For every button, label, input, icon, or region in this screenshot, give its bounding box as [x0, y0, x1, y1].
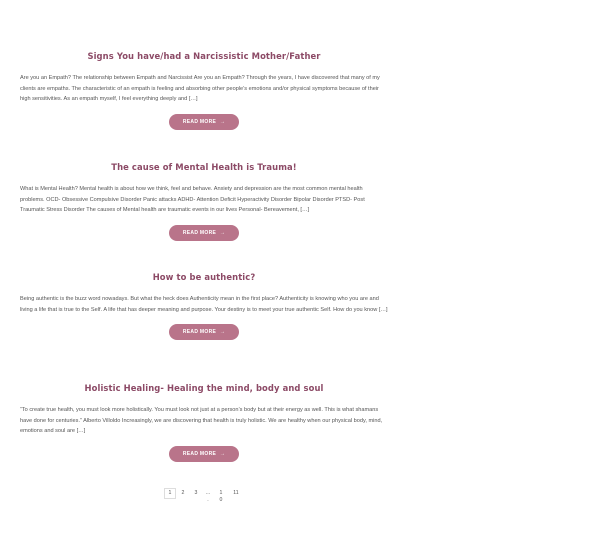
- pagination-ellipsis: …: [205, 490, 211, 496]
- post-item: [20, 51, 388, 130]
- read-more-label: READ MORE: [182, 118, 217, 125]
- page-link-last[interactable]: 1: [219, 490, 223, 496]
- post-title[interactable]: Holistic Healing- Healing the mind, body and soul: [84, 383, 324, 393]
- read-more-wrap: [20, 110, 388, 130]
- read-more-label: READ MORE: [182, 450, 217, 457]
- post-excerpt: Being authentic is the buzz word nowadays. But what the heck does Authenticity mean in the first place? Authenticity is knowing who you are and living a life that is true to the Self. A life that has deeper meaning and purpose. Your destiny is to meet your true authentic Self. How do you know […]: [20, 296, 388, 313]
- read-more-label: READ MORE: [182, 229, 217, 236]
- read-more-wrap: [20, 221, 388, 241]
- page-link-2[interactable]: 2: [181, 490, 185, 496]
- post-title[interactable]: The cause of Mental Health is Trauma!: [111, 162, 297, 172]
- read-more-button[interactable]: [169, 446, 239, 462]
- post-excerpt: What is Mental Health? Mental health is about how we think, feel and behave. Anxiety and depression are the most common mental health problems. OCD- Obsessive Compulsive Disorder Panic attacks ADHD- Attention Deficit Hyperactivity Disorder Bipolar Disorder PTSD- Post Traumatic Stress Disorder The causes of Mental health are traumatic events in our lives Personal- Bereavement, […]: [20, 186, 365, 214]
- read-more-button[interactable]: [169, 114, 239, 130]
- read-more-label: READ MORE: [182, 329, 217, 336]
- post-item: [20, 162, 388, 241]
- page-link-next[interactable]: 11: [233, 490, 239, 496]
- post-item: [20, 383, 388, 462]
- read-more-button[interactable]: [169, 225, 239, 241]
- page-link-1[interactable]: 1: [164, 488, 176, 499]
- read-more-wrap: [20, 442, 388, 462]
- page-link-3[interactable]: 3: [194, 490, 198, 496]
- read-more-button[interactable]: [169, 324, 239, 340]
- page-link-last-second-digit: 0: [219, 497, 223, 503]
- post-excerpt: Are you an Empath? The relationship between Empath and Narcissist Are you an Empath? Through the years, I have discovered that many of my clients are empaths. The characteristic of an empath is feeling and absorbing other people’s emotions and/or physical symptoms because of their high sensitivities. As an empath myself, I feel everything deeply and […]: [20, 75, 380, 103]
- arrow-right-icon: →: [219, 118, 226, 125]
- post-title[interactable]: How to be authentic?: [152, 272, 256, 282]
- post-excerpt: “To create true health, you must look more holistically. You must look not just at a person’s body but at their energy as well. This is what shamans have done for centuries.” Alberto Villoldo Increasingly, we are discovering that health is truly holistic. We are healthy when our physical body, mind, emotions and soul are […]: [20, 407, 383, 435]
- arrow-right-icon: →: [219, 329, 226, 336]
- post-item: [20, 272, 388, 340]
- arrow-right-icon: →: [219, 229, 226, 236]
- arrow-right-icon: →: [219, 450, 226, 457]
- post-title[interactable]: Signs You have/had a Narcissistic Mother/Father: [87, 51, 321, 61]
- read-more-wrap: [20, 320, 388, 340]
- pagination-dot: .: [207, 497, 209, 503]
